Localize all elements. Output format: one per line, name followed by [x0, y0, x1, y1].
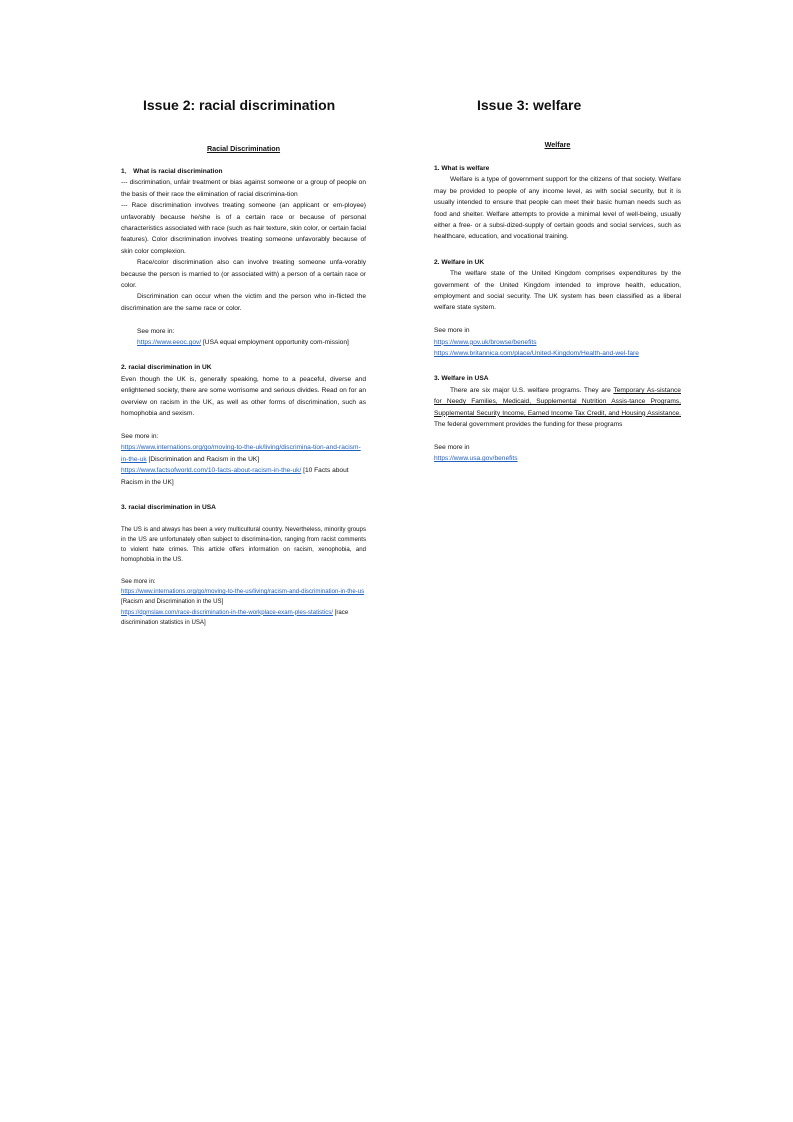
paragraph: The welfare state of the United Kingdom comprises expenditures by the government of the United Kingdom intended to improve health, education, employment and social security. The UK system has been classified as a liberal welfare state system. — [434, 270, 681, 312]
section-heading: 3. Welfare in USA — [434, 375, 489, 383]
issue-2-title: Issue 2: racial discrimination — [143, 97, 336, 113]
link-note: [10 Facts about Racism in the UK] — [121, 467, 349, 486]
paragraph: The US is and always has been a very multicultural country. Nevertheless, minority groups in the US are unfortunately often subject to discrimina-tion, ranging from racist comments to violent hate crimes. This article offers information on racism, xenophobia, and homophobia in the US. — [121, 525, 366, 564]
spacer — [434, 243, 681, 257]
reference — [121, 442, 366, 465]
spacer — [121, 566, 366, 577]
spacer — [434, 431, 681, 442]
paragraph-end: The federal government provides the funding for these programs — [434, 421, 623, 429]
see-more-label: See more in — [434, 443, 470, 451]
reference — [121, 465, 366, 488]
left-body — [121, 166, 366, 628]
welfare-programs-list: Temporary As-sistance for Needy Families, Medicaid, Supplemental Nutrition Assis-tance Programs, Supplemental Security Income, Earned Income Tax Credit, and Housing Assistance. — [434, 386, 681, 417]
section-heading: 1． What is racial discrimination — [121, 168, 223, 175]
see-more-label: See more in — [434, 327, 470, 335]
spacer — [121, 513, 366, 524]
britannica-link[interactable]: https://www.britannica.com/place/United-Kingdom/Health-and-wel-fare — [434, 350, 639, 358]
paragraph: --- Race discrimination involves treating someone (an applicant or em-ployee) unfavorably because he/she is of a certain race or because of personal characteristics associated with race (such as hair texture, skin color, or certain facial features). Color discrimination involves treating someone unfavorably because of skin color complexion. — [121, 202, 366, 255]
reference — [434, 348, 681, 359]
reference — [121, 608, 366, 628]
link-note: [Racism and Discrimination in the US] — [121, 598, 224, 606]
see-more-label: See more in: — [121, 432, 159, 440]
factsofworld-link[interactable]: https://www.factsofworld.com/10-facts-about-racism-in-the-uk/ — [121, 467, 302, 475]
link-note: [race discrimination statistics in USA] — [121, 608, 349, 626]
spacer — [121, 348, 366, 362]
right-body — [434, 163, 681, 465]
reference — [121, 587, 366, 607]
reference — [434, 453, 681, 464]
link-note: [Discrimination and Racism in the UK] — [146, 455, 260, 463]
section-heading: 2. racial discrimination in UK — [121, 364, 212, 372]
reference — [434, 337, 681, 348]
paragraph: Race/color discrimination also can involve treating someone unfa-vorably because the person is married to (or associated with) a person of a certain race or color. — [121, 259, 366, 290]
paragraph — [434, 385, 681, 431]
section-heading: 1. What is welfare — [434, 165, 490, 172]
link-note: [USA equal employment opportunity com-mission] — [201, 339, 349, 347]
see-more-label: See more in: — [137, 327, 175, 335]
reference — [121, 337, 366, 348]
paragraph: --- discrimination, unfair treatment or bias against someone or a group of people on the basis of their race the elimination of racial discrimina-tion — [121, 179, 366, 198]
usa-gov-benefits-link[interactable]: https://www.usa.gov/benefits — [434, 455, 518, 463]
gov-uk-benefits-link[interactable]: https://www.gov.uk/browse/benefits — [434, 338, 537, 346]
internations-us-link[interactable]: https://www.internations.org/go/moving-to-the-us/living/racism-and-discrimination-in-the-us — [121, 588, 365, 596]
paragraph: Welfare is a type of government support for the citizens of that society. Welfare may be provided to people of any income level, as with social security, but it is usually intended to ensure that people can meet their basic human needs such as food and shelter. Welfare attempts to provide a minimal level of well-being, usually either a free- or a subsi-dized-supply of certain goods and social services, such as healthcare, education, and vocational training. — [434, 176, 681, 241]
internations-uk-link[interactable]: https://www.internations.org/go/moving-to-the-uk/living/discrimina-tion-and-racism-in-the-uk — [121, 444, 361, 463]
racial-discrimination-subtitle: Racial Discrimination — [206, 144, 281, 153]
see-more-label: See more in: — [121, 577, 156, 585]
section-heading: 2. Welfare in UK — [434, 258, 485, 266]
spacer — [121, 420, 366, 431]
section-heading: 3. racial discrimination in USA — [121, 503, 216, 511]
eeoc-link[interactable]: https://www.eeoc.gov/ — [137, 339, 202, 347]
dgmslaw-link[interactable]: https://dgmslaw.com/race-discrimination-in-the-workplace-exam-ples-statistics/ — [121, 608, 333, 616]
welfare-subtitle: Welfare — [544, 140, 571, 149]
issue-3-title: Issue 3: welfare — [477, 97, 582, 113]
paragraph: Even though the UK is, generally speaking, home to a peaceful, diverse and enlightened society, there are some worrisome and serious divides. Read on for an overview on racism in the UK, as well as other forms of discrimination, such as homophobia and sexism. — [121, 375, 366, 418]
spacer — [121, 314, 366, 325]
spacer — [434, 314, 681, 325]
paragraph-start: There are six major U.S. welfare programs. They are — [450, 386, 614, 394]
paragraph: Discrimination can occur when the victim and the person who in-flicted the discrimination are the same race or color. — [121, 293, 366, 312]
spacer — [434, 359, 681, 373]
spacer — [121, 488, 366, 502]
